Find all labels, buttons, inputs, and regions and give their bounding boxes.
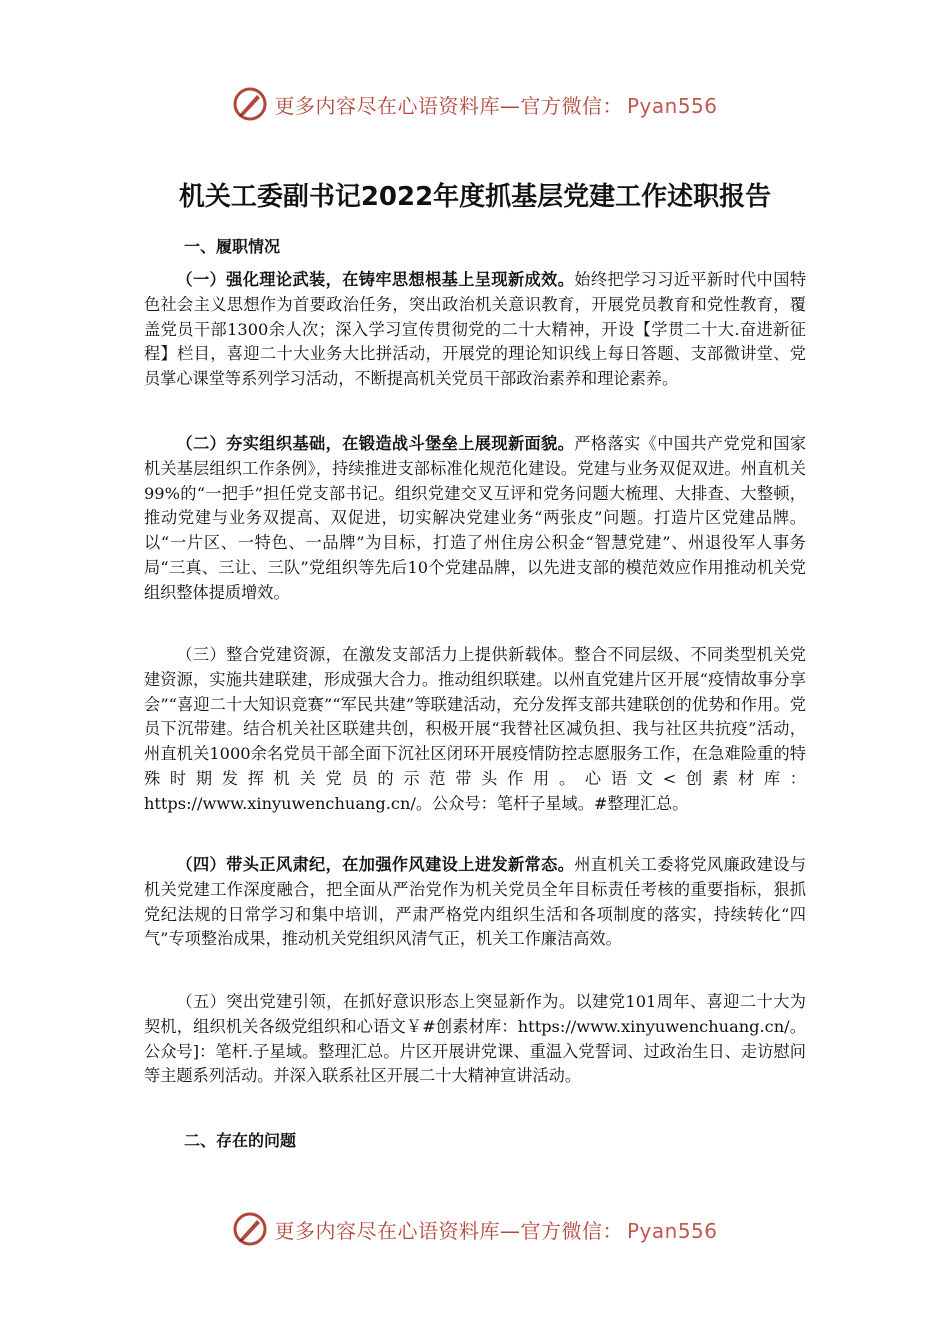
paragraph-4-body: 州直机关工委将党风廉政建设与机关党建工作深度融合，把全面从严治党作为机关党员全年目标责任考核的重要指标，狠抓党纪法规的日常学习和集中培训，严肃严格党内组织生活和各项制度的落实，持续转化“四气”专项整治成果，推动机关党组织风清气正，机关工作廉洁高效。 [144, 855, 807, 949]
document-title: 机关工委副书记2022年度抓基层党建工作述职报告 [178, 182, 772, 212]
pen-logo-icon [232, 1211, 268, 1247]
paragraph-1 [144, 268, 806, 392]
section-heading-2: 二、存在的问题 [184, 1131, 297, 1150]
paragraph-1-lead: （一）强化理论武装，在铸牢思想根基上呈现新成效。 [176, 270, 575, 289]
paragraph-3 [144, 643, 806, 817]
paragraph-2 [144, 432, 806, 606]
paragraph-4 [144, 853, 806, 952]
header-banner [0, 84, 950, 124]
banner-wechat-id: Pyan556 [626, 1218, 718, 1243]
banner-wechat-id: Pyan556 [626, 93, 718, 118]
paragraph-5 [144, 990, 806, 1089]
paragraph-2-lead: （二）夯实组织基础，在锻造战斗堡垒上展现新面貌。 [176, 434, 575, 453]
banner-text: 更多内容尽在心语资料库—官方微信： [274, 93, 623, 118]
paragraph-1-body: 始终把学习习近平新时代中国特色社会主义思想作为首要政治任务，突出政治机关意识教育，开展党员教育和党性教育，覆盖党员干部1300余人次；深入学习宣传贯彻党的二十大精神，开设【学贯二十大.奋进新征程】栏目，喜迎二十大业务大比拼活动，开展党的理论知识线上每日答题、支部微讲堂、党员掌心课堂等系列学习活动，不断提高机关党员干部政治素养和理论素养。 [144, 270, 807, 389]
pen-logo-icon [232, 86, 268, 122]
paragraph-3-body: （三）整合党建资源，在激发支部活力上提供新载体。整合不同层级、不同类型机关党建资源，实施共建联建，形成强大合力。推动组织联建。以州直党建片区开展“疫情故事分享会”“喜迎二十大知识竞赛”“军民共建”等联建活动，充分发挥支部共建联创的优势和作用。党员下沉带建。结合机关社区联建共创，积极开展“我替社区减负担、我与社区共抗疫”活动，州直机关1000余名党员干部全面下沉社区闭环开展疫情防控志愿服务工作，在急难险重的特殊时期发挥机关党员的示范带头作用。心语文<创素材库：https://www.xinyuwenchuang.cn/。公众号：笔杆子星域。#整理汇总。 [144, 645, 806, 813]
banner-text: 更多内容尽在心语资料库—官方微信： [274, 1218, 623, 1243]
paragraph-5-body: （五）突出党建引领，在抓好意识形态上突显新作为。以建党101周年、喜迎二十大为契机，组织机关各级党组织和心语文￥#创素材库：https://www.xinyuwenchuang.cn/。公众号]：笔杆.子星域。整理汇总。片区开展讲党课、重温入党誓词、过政治生日、走访慰问等主题系列活动。并深入联系社区开展二十大精神宣讲活动。 [144, 992, 806, 1086]
paragraph-2-body: 严格落实《中国共产党党和国家机关基层组织工作条例》，持续推进支部标准化规范化建设。党建与业务双促双进。州直机关99%的“一把手”担任党支部书记。组织党建交叉互评和党务问题大梳理、大排查、大整顿，推动党建与业务双提高、双促进，切实解决党建业务“两张皮”问题。打造片区党建品牌。以“一片区、一特色、一品牌”为目标，打造了州住房公积金“智慧党建”、州退役军人事务局“三真、三让、三队”党组织等先后10个党建品牌，以先进支部的模范效应作用推动机关党组织整体提质增效。 [144, 434, 807, 602]
section-heading-1: 一、履职情况 [184, 237, 281, 256]
paragraph-4-lead: （四）带头正风肃纪，在加强作风建设上进发新常态。 [176, 855, 575, 874]
footer-banner [0, 1209, 950, 1249]
